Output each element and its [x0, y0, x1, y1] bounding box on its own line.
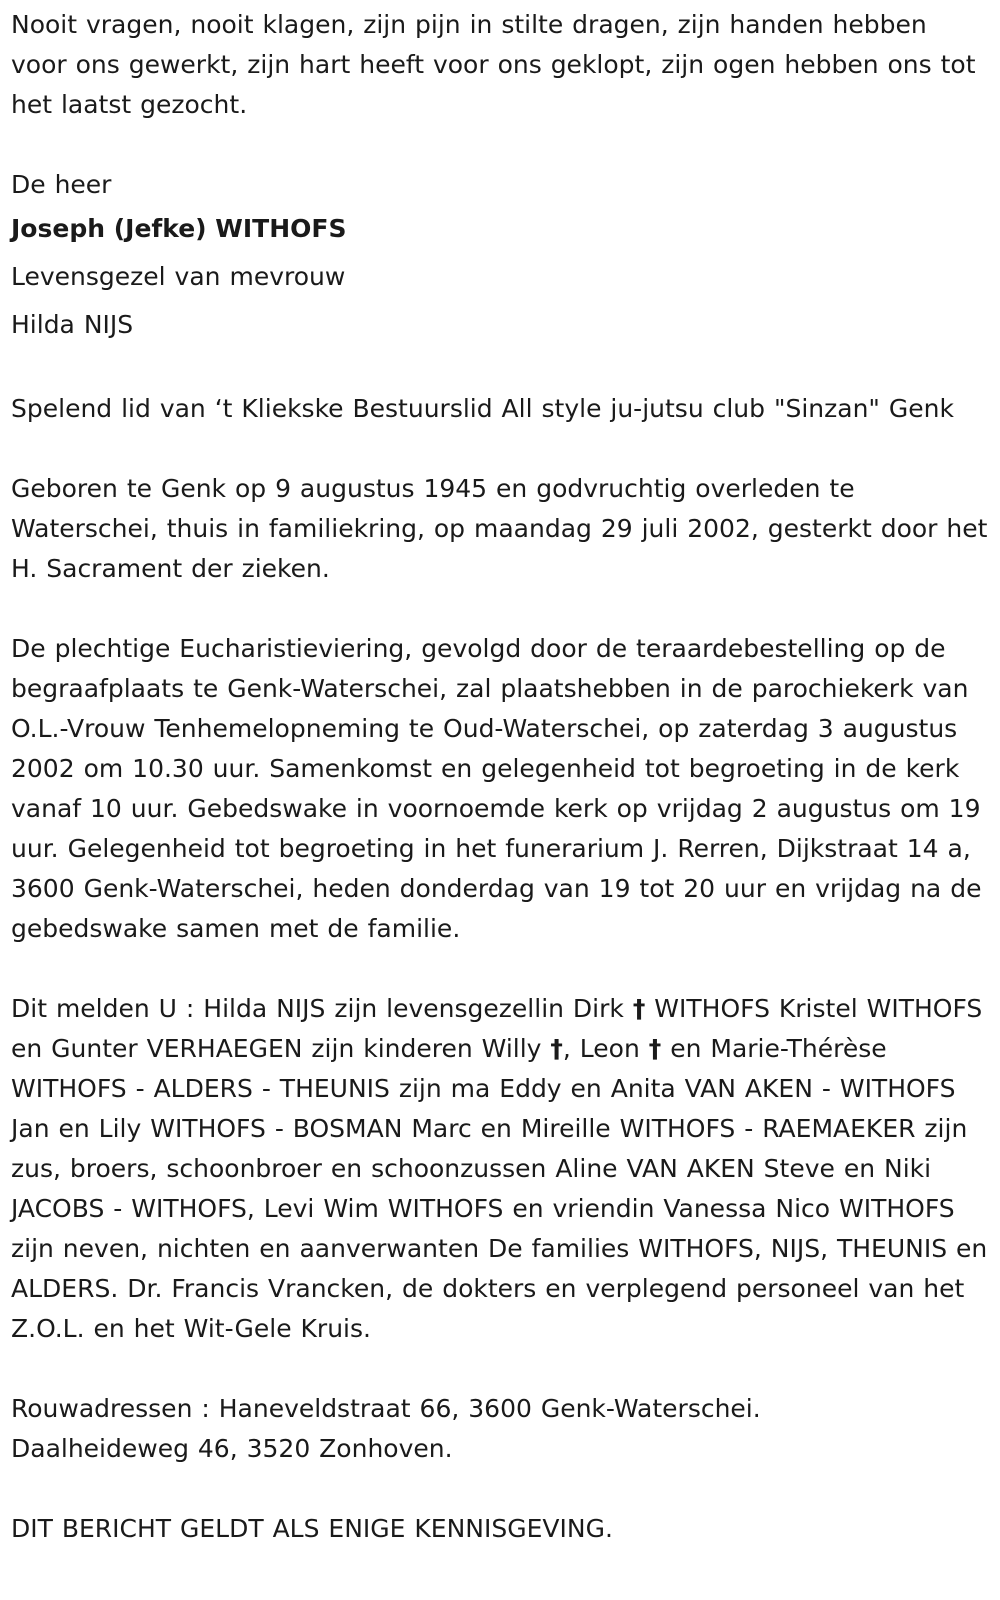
family-text: [11, 989, 988, 1349]
membership-text: Spelend lid van ‘t Kliekske Bestuurslid All style ju-jutsu club "Sinzan" Genk: [11, 394, 954, 423]
family-part-1: Dit melden U : Hilda NIJS zijn levensgezellin Dirk: [11, 994, 633, 1023]
spacer: [11, 589, 988, 629]
cross-icon: †: [648, 1034, 662, 1063]
spacer: [11, 429, 988, 469]
address-line-1: Rouwadressen : Haneveldstraat 66, 3600 Genk-Waterschei.: [11, 1394, 761, 1423]
spacer: [11, 1349, 988, 1389]
address-line-2: Daalheideweg 46, 3520 Zonhoven.: [11, 1434, 453, 1463]
birth-death-text: Geboren te Genk op 9 augustus 1945 en godvruchtig overleden te Waterschei, thuis in familiekring, op maandag 29 juli 2002, gesterkt door het H. Sacrament der zieken.: [11, 474, 988, 583]
cross-icon: †: [550, 1034, 563, 1063]
family-part-2: WITHOFS Kristel WITHOFS en Gunter VERHAEGEN zijn kinderen Willy: [11, 994, 983, 1063]
deceased-name: Joseph (Jefke) WITHOFS: [11, 214, 347, 243]
spacer: [11, 1469, 988, 1509]
spacer: [11, 949, 988, 989]
family-part-4: en Marie-Thérèse WITHOFS - ALDERS - THEUNIS zijn ma Eddy en Anita VAN AKEN - WITHOFS Jan en Lily WITHOFS - BOSMAN Marc en Mireille WITHOFS - RAEMAEKER zijn zus, broers, schoonbroer en schoonzussen Aline VAN AKEN Steve en Niki JACOBS - WITHOFS, Levi Wim WITHOFS en vriendin Vanessa Nico WITHOFS zijn neven, nichten en aanverwanten De families WITHOFS, NIJS, THEUNIS en ALDERS. Dr. Francis Vrancken, de dokters en verplegend personeel van het Z.O.L. en het Wit-Gele Kruis.: [11, 1034, 988, 1343]
partner-name: Hilda NIJS: [11, 310, 134, 339]
honorific: De heer: [11, 170, 112, 199]
intro-poem: Nooit vragen, nooit klagen, zijn pijn in stilte dragen, zijn handen hebben voor ons gewerkt, zijn hart heeft voor ons geklopt, zijn ogen hebben ons tot het laatst gezocht.: [11, 10, 976, 119]
spacer: [11, 349, 988, 389]
closing-statement: DIT BERICHT GELDT ALS ENIGE KENNISGEVING.: [11, 1514, 613, 1543]
ceremony-text: De plechtige Eucharistieviering, gevolgd door de teraardebestelling op de begraafplaats te Genk-Waterschei, zal plaatshebben in de parochiekerk van O.L.-Vrouw Tenhemelopneming te Oud-Waterschei, op zaterdag 3 augustus 2002 om 10.30 uur. Samenkomst en gelegenheid tot begroeting in de kerk vanaf 10 uur. Gebedswake in voornoemde kerk op vrijdag 2 augustus om 19 uur. Gelegenheid tot begroeting in het funerarium J. Rerren, Dijkstraat 14 a, 3600 Genk-Waterschei, heden donderdag van 19 tot 20 uur en vrijdag na de gebedswake samen met de familie.: [11, 634, 982, 943]
relation-text: Levensgezel van mevrouw: [11, 262, 346, 291]
family-part-3: , Leon: [562, 1034, 649, 1063]
spacer: [11, 125, 988, 165]
cross-icon: †: [632, 994, 646, 1023]
